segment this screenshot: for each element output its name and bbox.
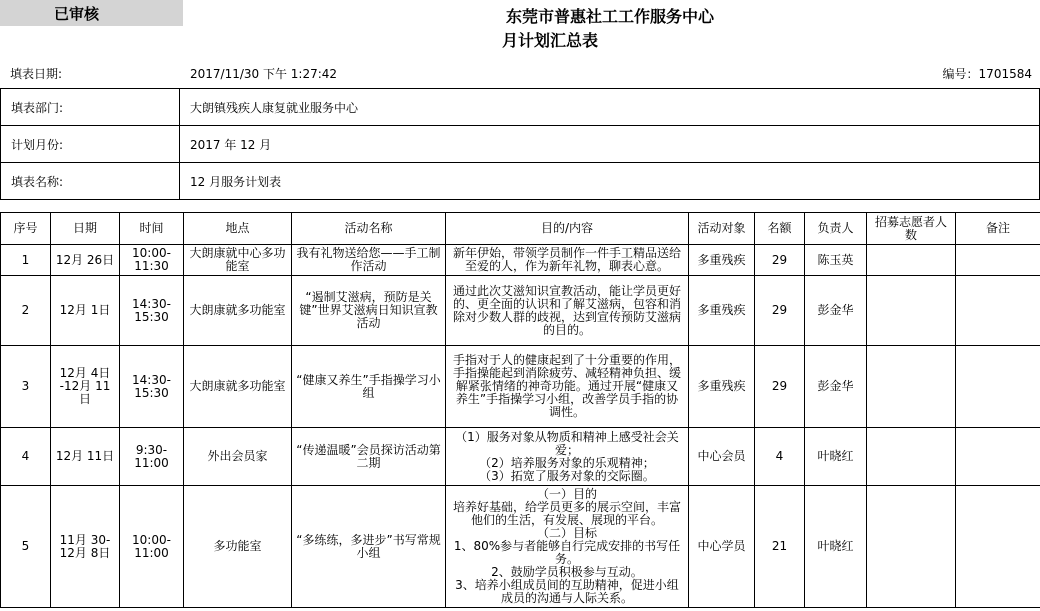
cell-content: （1）服务对象从物质和精神上感受社会关爱； （2）培养服务对象的乐观精神； （3）拓宽了服务对象的交际圈。 (446, 428, 689, 486)
cell-volunteers (867, 346, 956, 428)
cell-time: 9:30-11:00 (120, 428, 184, 486)
cell-activity: “遏制艾滋病，预防是关键”世界艾滋病日知识宣教活动 (292, 276, 446, 346)
cell-no: 5 (1, 486, 51, 608)
table-row (1, 346, 1040, 428)
cell-target: 中心会员 (689, 428, 755, 486)
cell-leader: 陈玉英 (805, 245, 867, 276)
col-header-activity: 活动名称 (292, 213, 446, 245)
cell-place: 外出会员家 (184, 428, 292, 486)
dept-row (1, 89, 1040, 126)
cell-time: 10:00-11:30 (120, 245, 184, 276)
table-row (1, 486, 1040, 608)
cell-target: 中心学员 (689, 486, 755, 608)
cell-leader: 叶晓红 (805, 486, 867, 608)
cell-no: 2 (1, 276, 51, 346)
col-header-place: 地点 (184, 213, 292, 245)
cell-time: 10:00-11:00 (120, 486, 184, 608)
cell-volunteers (867, 428, 956, 486)
table-row (1, 245, 1040, 276)
cell-leader: 彭金华 (805, 276, 867, 346)
table-row (1, 428, 1040, 486)
cell-quota: 4 (755, 428, 805, 486)
col-header-target: 活动对象 (689, 213, 755, 245)
col-header-no: 序号 (1, 213, 51, 245)
month-label: 计划月份: (1, 126, 180, 163)
cell-no: 4 (1, 428, 51, 486)
month-row (1, 126, 1040, 163)
cell-volunteers (867, 486, 956, 608)
cell-no: 1 (1, 245, 51, 276)
cell-date: 12月 26日 (51, 245, 120, 276)
cell-quota: 29 (755, 346, 805, 428)
dept-value: 大朗镇残疾人康复就业服务中心 (180, 89, 1040, 126)
form-title: 月计划汇总表 (501, 31, 598, 50)
fill-date-value: 2017/11/30 下午 1:27:42 (190, 67, 338, 81)
cell-place: 多功能室 (184, 486, 292, 608)
name-row (1, 163, 1040, 200)
cell-remark (956, 346, 1040, 428)
cell-time: 14:30-15:30 (120, 276, 184, 346)
table-header-row (1, 213, 1040, 245)
cell-leader: 叶晓红 (805, 428, 867, 486)
cell-no: 3 (1, 346, 51, 428)
cell-activity: “多练练，多进步”书写常规小组 (292, 486, 446, 608)
col-header-content: 目的/内容 (446, 213, 689, 245)
cell-activity: 我有礼物送给您——手工制作活动 (292, 245, 446, 276)
cell-date: 12月 11日 (51, 428, 120, 486)
dept-label: 填表部门: (1, 89, 180, 126)
cell-place: 大朗康就多功能室 (184, 346, 292, 428)
col-header-quota: 名额 (755, 213, 805, 245)
cell-remark (956, 486, 1040, 608)
name-label: 填表名称: (1, 163, 180, 200)
cell-activity: “传递温暖”会员探访活动第二期 (292, 428, 446, 486)
info-table (0, 88, 1040, 200)
cell-quota: 29 (755, 245, 805, 276)
cell-remark (956, 245, 1040, 276)
cell-date: 12月 1日 (51, 276, 120, 346)
col-header-time: 时间 (120, 213, 184, 245)
cell-volunteers (867, 245, 956, 276)
cell-time: 14:30-15:30 (120, 346, 184, 428)
cell-date: 11月 30-12月 8日 (51, 486, 120, 608)
cell-place: 大朗康就中心多功能室 (184, 245, 292, 276)
cell-target: 多重残疾 (689, 245, 755, 276)
cell-volunteers (867, 276, 956, 346)
cell-content: 通过此次艾滋知识宣教活动，能让学员更好的、更全面的认识和了解艾滋病，包容和消除对少数人群的歧视，达到宣传预防艾滋病的目的。 (446, 276, 689, 346)
cell-activity: “健康又养生”手指操学习小组 (292, 346, 446, 428)
cell-target: 多重残疾 (689, 346, 755, 428)
serial-number: 编号：1701584 (942, 67, 1032, 81)
cell-content: （一）目的 培养好基础，给学员更多的展示空间，丰富他们的生活，有发展、展现的平台。 （二）目标 1、80%参与者能够自行完成安排的书写任务。 2、鼓励学员积极参与互动。 3、培养小组成员间的互助精神，促进小组成员的沟通与人际关系。 (446, 486, 689, 608)
col-header-volunteers: 招募志愿者人数 (867, 213, 956, 245)
col-header-remark: 备注 (956, 213, 1040, 245)
col-header-leader: 负责人 (805, 213, 867, 245)
col-header-date: 日期 (51, 213, 120, 245)
org-title: 东莞市普惠社工工作服务中心 (505, 7, 714, 26)
cell-date: 12月 4日 -12月 11日 (51, 346, 120, 428)
cell-content: 手指对于人的健康起到了十分重要的作用，手指操能起到消除疲劳、减轻精神负担、缓解紧张情绪的神奇功能。通过开展“健康又养生”手指操学习小组，改善学员手指的协调性。 (446, 346, 689, 428)
fill-date-label: 填表日期: (10, 67, 63, 81)
cell-quota: 29 (755, 276, 805, 346)
fill-date-row (0, 61, 1040, 83)
cell-remark (956, 428, 1040, 486)
cell-content: 新年伊始，带领学员制作一件手工精品送给至爱的人，作为新年礼物，聊表心意。 (446, 245, 689, 276)
cell-leader: 彭金华 (805, 346, 867, 428)
cell-remark (956, 276, 1040, 346)
plan-table (0, 212, 1040, 608)
cell-target: 多重残疾 (689, 276, 755, 346)
table-row (1, 276, 1040, 346)
cell-place: 大朗康就多功能室 (184, 276, 292, 346)
name-value: 12 月服务计划表 (180, 163, 1040, 200)
month-value: 2017 年 12 月 (180, 126, 1040, 163)
status-badge: 已审核 (0, 0, 183, 26)
cell-quota: 21 (755, 486, 805, 608)
